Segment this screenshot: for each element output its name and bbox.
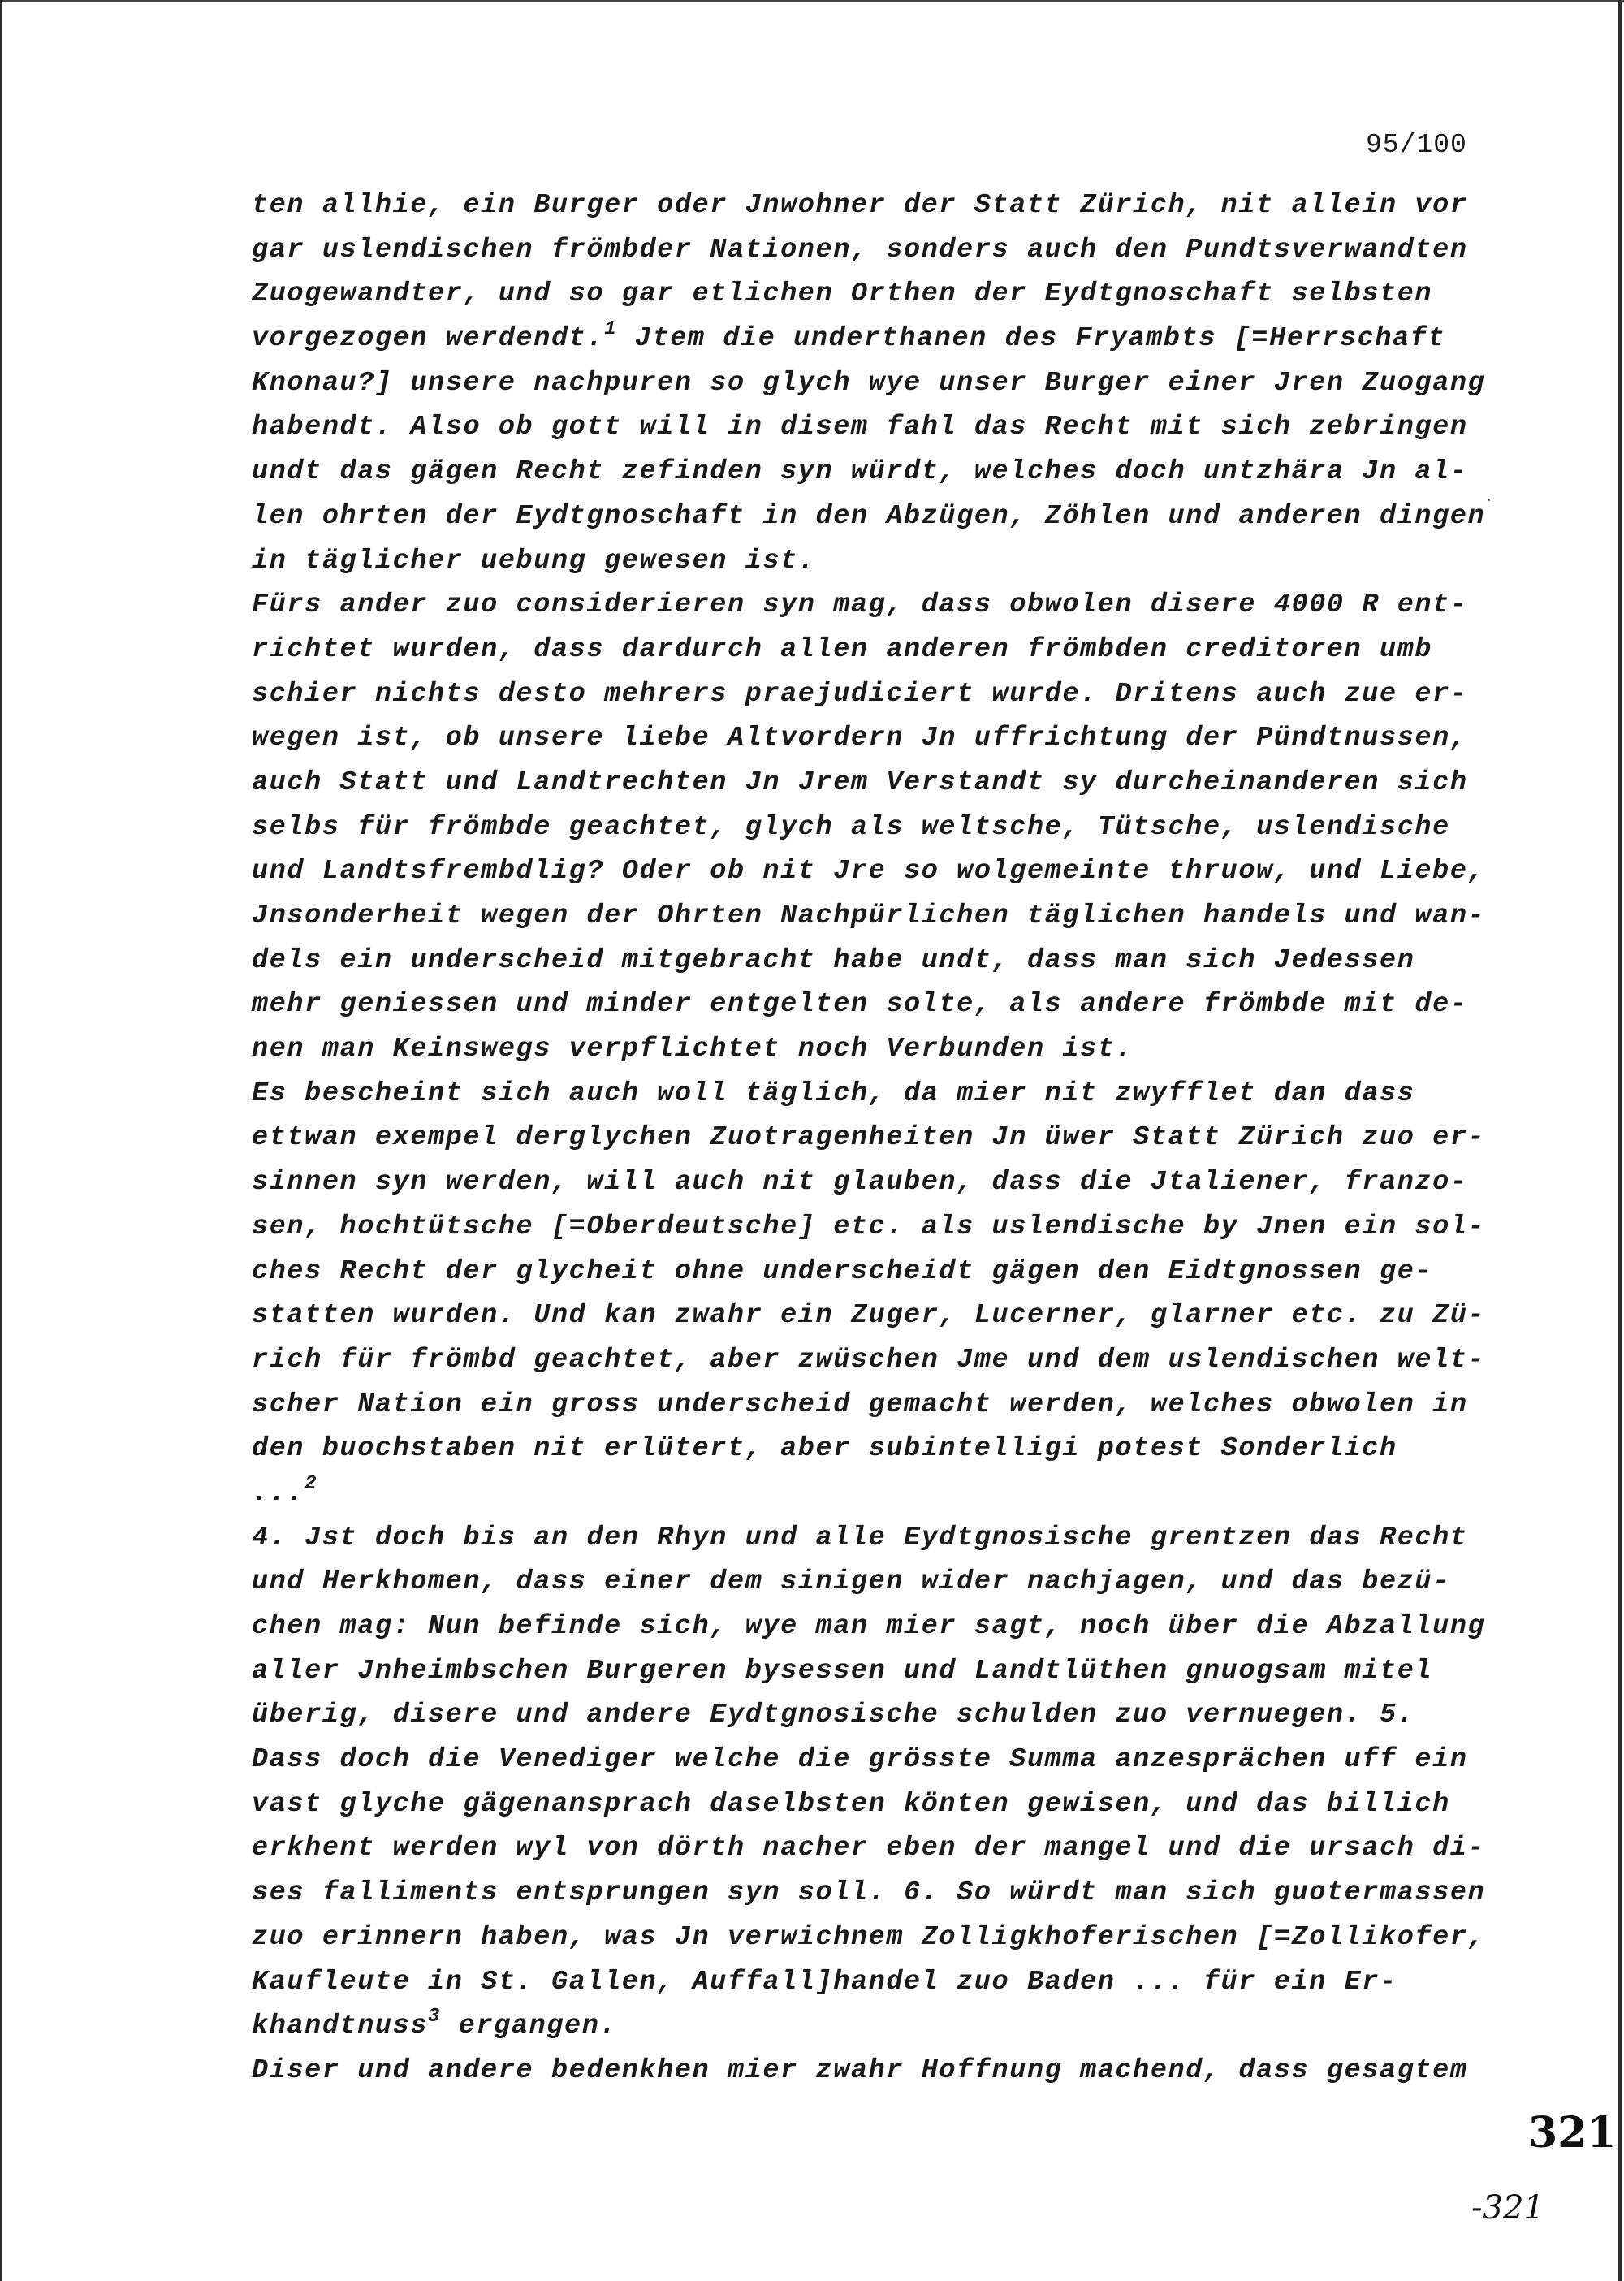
scan-right-border xyxy=(1618,0,1622,2281)
text-line-content: khandtnuss xyxy=(252,2011,429,2042)
text-line-content: und Herkhomen, dass einer dem sinigen wider nachjagen, und das bezü- xyxy=(252,1566,1450,1598)
text-line-content: richtet wurden, dass dardurch allen anderen frömbden creditoren umb xyxy=(252,633,1433,665)
text-line xyxy=(252,1960,1518,2005)
text-line xyxy=(252,1782,1518,1827)
text-line-content: und Landtsfrembdlig? Oder ob nit Jre so wolgemeinte thruow, und Liebe, xyxy=(252,856,1486,888)
text-line xyxy=(252,1605,1518,1649)
text-line xyxy=(252,583,1518,628)
text-line xyxy=(252,228,1518,273)
text-line xyxy=(252,1871,1518,1916)
text-line-continuation: Jtem die underthanen des Fryambts [=Herrschaft xyxy=(617,323,1446,355)
text-line-content: aller Jnheimbschen Burgeren bysessen und Landtlüthen gnuogsam mitel xyxy=(252,1655,1433,1687)
text-line xyxy=(252,1116,1518,1160)
text-line-content: wegen ist, ob unsere liebe Altvordern Jn uffrichtung der Pündtnussen, xyxy=(252,723,1468,754)
scan-top-border xyxy=(0,0,1624,2)
text-line-content: schier nichts desto mehrers praejudiciert wurde. Dritens auch zue er- xyxy=(252,678,1468,710)
text-line-content: scher Nation ein gross underscheid gemacht werden, welches obwolen in xyxy=(252,1389,1468,1420)
text-line-content: ten allhie, ein Burger oder Jnwohner der Statt Zürich, nit allein vor xyxy=(252,190,1468,221)
text-line-content: 4. Jst doch bis an den Rhyn und alle Eydtgnosische grentzen das Recht xyxy=(252,1522,1468,1553)
text-line-content: selbs für frömbde geachtet, glych als weltsche, Tütsche, uslendische xyxy=(252,811,1450,843)
text-line xyxy=(252,272,1518,317)
text-line-content: gar uslendischen frömbder Nationen, sonders auch den Pundtsverwandten xyxy=(252,234,1468,266)
text-line xyxy=(252,1560,1518,1605)
text-line xyxy=(252,2049,1518,2093)
body-text xyxy=(252,184,1518,2093)
text-line xyxy=(252,1072,1518,1117)
text-line xyxy=(252,849,1518,894)
text-line xyxy=(252,894,1518,939)
footnote-marker: 2 xyxy=(304,1472,318,1495)
text-line xyxy=(252,450,1518,495)
handwritten-folio-number-secondary: -321 xyxy=(1471,2189,1544,2227)
scan-left-border xyxy=(0,0,2,2281)
text-line xyxy=(252,1693,1518,1738)
text-line-content: statten wurden. Und kan zwahr ein Zuger, Lucerner, glarner etc. zu Zü- xyxy=(252,1300,1486,1332)
text-line xyxy=(252,361,1518,406)
text-line-content: zuo erinnern haben, was Jn verwichnem Zolligkhoferischen [=Zollikofer, xyxy=(252,1921,1486,1953)
footnote-marker: 1 xyxy=(604,318,618,341)
text-line-content: len ohrten der Eydtgnoschaft in den Abzügen, Zöhlen und anderen dingen xyxy=(252,500,1486,532)
text-line xyxy=(252,1516,1518,1561)
text-line-content: überig, disere und andere Eydtgnosische schulden zuo vernuegen. 5. xyxy=(252,1700,1415,1731)
text-line xyxy=(252,983,1518,1027)
text-line-content: vast glyche gägenansprach daselbsten könten gewisen, und das billich xyxy=(252,1788,1450,1820)
text-line-content: nen man Keinswegs verpflichtet noch Verbunden ist. xyxy=(252,1034,1134,1065)
text-line-content: auch Statt und Landtrechten Jn Jrem Verstandt sy durcheinanderen sich xyxy=(252,767,1468,798)
text-line xyxy=(252,1205,1518,1250)
scan-speck xyxy=(1488,499,1490,501)
footnote-marker: 3 xyxy=(428,2006,442,2028)
text-line-content: erkhent werden wyl von dörth nacher eben der mangel und die ursach di- xyxy=(252,1833,1486,1864)
text-line xyxy=(252,1250,1518,1294)
text-line xyxy=(252,317,1518,361)
text-line xyxy=(252,761,1518,806)
text-line-content: rich für frömbd geachtet, aber zwüschen Jme und dem uslendischen welt- xyxy=(252,1344,1486,1376)
text-line-content: sen, hochtütsche [=Oberdeutsche] etc. als uslendische by Jnen ein sol- xyxy=(252,1211,1486,1242)
text-line xyxy=(252,1427,1518,1471)
text-line xyxy=(252,2004,1518,2049)
text-line-content: Dass doch die Venediger welche die grösste Summa anzesprächen uff ein xyxy=(252,1744,1468,1776)
text-line-continuation: ergangen. xyxy=(441,2011,618,2042)
text-line xyxy=(252,1383,1518,1428)
text-line xyxy=(252,1738,1518,1782)
text-line xyxy=(252,1826,1518,1871)
text-line-content: den buochstaben nit erlütert, aber subintelligi potest Sonderlich xyxy=(252,1433,1397,1465)
text-line-content: Knonau?] unsere nachpuren so glych wye unser Burger einer Jren Zuogang xyxy=(252,367,1486,399)
text-line xyxy=(252,1338,1518,1383)
text-line xyxy=(252,184,1518,228)
text-line xyxy=(252,939,1518,983)
page-number: 95/100 xyxy=(1366,130,1467,160)
text-line-content: undt das gägen Recht zefinden syn würdt, welches doch untzhära Jn al- xyxy=(252,456,1468,488)
text-line xyxy=(252,405,1518,450)
text-line-content: Kaufleute in St. Gallen, Auffall]handel zuo Baden ... für ein Er- xyxy=(252,1966,1397,1998)
text-line xyxy=(252,1027,1518,1072)
text-line-content: ... xyxy=(252,1477,305,1509)
text-line xyxy=(252,1294,1518,1338)
text-line xyxy=(252,1916,1518,1960)
text-line xyxy=(252,628,1518,672)
text-line xyxy=(252,806,1518,850)
text-line-content: in täglicher uebung gewesen ist. xyxy=(252,545,816,577)
text-line xyxy=(252,672,1518,717)
text-line xyxy=(252,1471,1518,1516)
text-line-content: Diser und andere bedenkhen mier zwahr Hoffnung machend, dass gesagtem xyxy=(252,2054,1468,2086)
text-line-content: dels ein underscheid mitgebracht habe undt, dass man sich Jedessen xyxy=(252,944,1415,976)
text-line-content: ches Recht der glycheit ohne underscheidt gägen den Eidtgnossen ge- xyxy=(252,1255,1433,1287)
text-line xyxy=(252,1160,1518,1205)
text-line-content: mehr geniessen und minder entgelten solte, als andere frömbde mit de- xyxy=(252,989,1468,1021)
text-line xyxy=(252,539,1518,584)
text-line-content: chen mag: Nun befinde sich, wye man mier sagt, noch über die Abzallung xyxy=(252,1611,1486,1642)
handwritten-folio-number: 321 xyxy=(1528,2108,1617,2158)
text-line-content: Zuogewandter, und so gar etlichen Orthen der Eydtgnoschaft selbsten xyxy=(252,279,1433,310)
text-line-content: habendt. Also ob gott will in disem fahl das Recht mit sich zebringen xyxy=(252,412,1468,443)
text-line-content: ettwan exempel derglychen Zuotragenheiten Jn üwer Statt Zürich zuo er- xyxy=(252,1122,1486,1154)
text-line-content: ses falliments entsprungen syn soll. 6. So würdt man sich guotermassen xyxy=(252,1877,1486,1909)
text-line-content: vorgezogen werdendt. xyxy=(252,323,605,355)
text-line xyxy=(252,495,1518,539)
text-line-content: Es bescheint sich auch woll täglich, da mier nit zwyfflet dan dass xyxy=(252,1078,1415,1109)
text-line xyxy=(252,1649,1518,1694)
text-line-content: Jnsonderheit wegen der Ohrten Nachpürlichen täglichen handels und wan- xyxy=(252,901,1486,931)
text-line-content: Fürs ander zuo considerieren syn mag, dass obwolen disere 4000 R ent- xyxy=(252,590,1468,621)
text-line xyxy=(252,716,1518,761)
text-line-content: sinnen syn werden, will auch nit glauben, dass die Jtaliener, franzo- xyxy=(252,1167,1468,1199)
